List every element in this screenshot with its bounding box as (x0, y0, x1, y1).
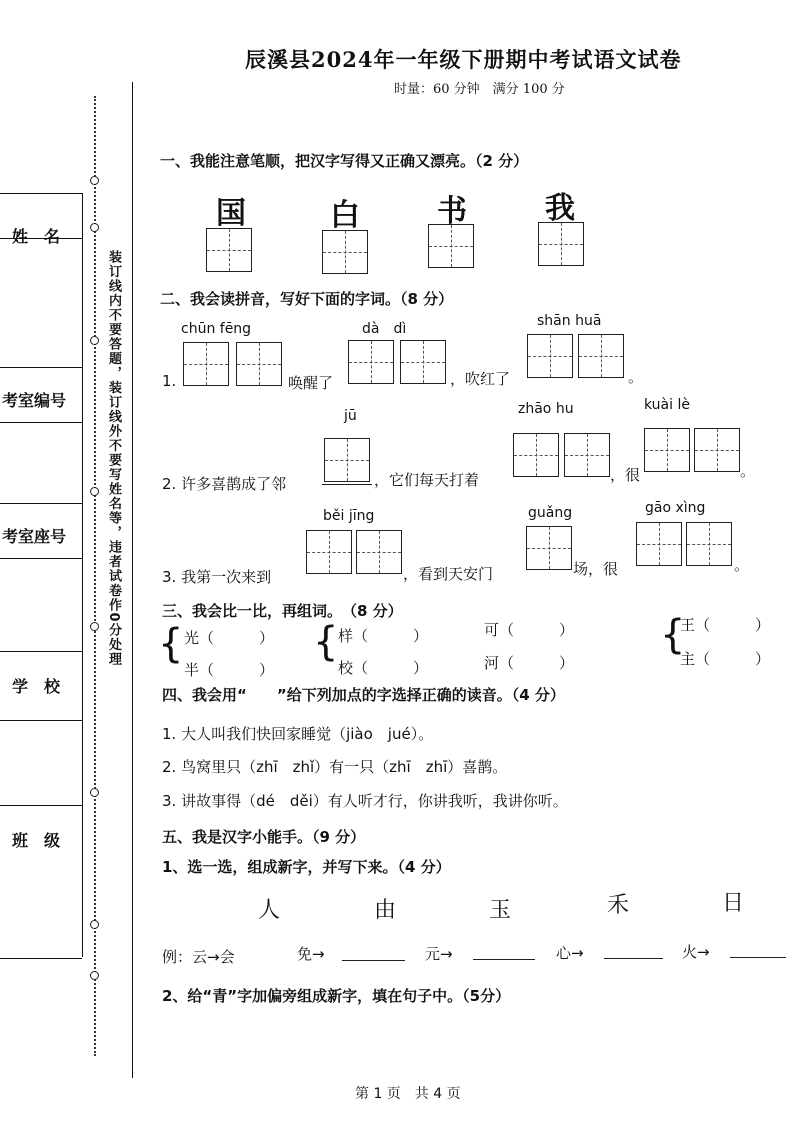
pair2-top[interactable]: 样（ ） (338, 627, 429, 645)
q3-start: 3. 我第一次来到 (162, 568, 272, 586)
answer-grid[interactable] (694, 428, 740, 472)
q1-text2: ，吹红了 (450, 370, 511, 388)
answer-blank[interactable] (473, 959, 535, 960)
pair1-top[interactable]: 光（ ） (184, 629, 275, 647)
q2-text1: ，它们每天打着 (374, 471, 480, 489)
pair2-bottom[interactable]: 校（ ） (338, 659, 429, 677)
exam-title: 辰溪县2024年一年级下册期中考试语文试卷 (245, 47, 682, 72)
binding-warning: 装订线内不要答题，装订线外不要写姓名等，违者试卷作0分处理 (106, 250, 121, 667)
room-number-box (0, 367, 82, 423)
binding-hole (90, 622, 99, 631)
pair1-bottom[interactable]: 半（ ） (184, 661, 275, 679)
q2-text3: 。 (740, 462, 756, 480)
part-you: 由 (374, 898, 397, 923)
q3-text2: 场，很 (573, 560, 619, 578)
writing-grid[interactable] (428, 224, 474, 268)
answer-grid[interactable] (526, 526, 572, 570)
binding-hole (90, 788, 99, 797)
part-ri: 日 (722, 891, 745, 916)
answer-blank[interactable] (730, 957, 786, 958)
name-label: 姓 名 (12, 227, 61, 246)
pinyin-guang: guǎng (528, 505, 573, 521)
binding-hole (90, 971, 99, 980)
q3-text1: ，看到天安门 (403, 565, 494, 583)
room-number-label: 考室编号 (2, 391, 67, 410)
pair3-bottom[interactable]: 河（ ） (484, 654, 575, 672)
q1-text1: 唤醒了 (288, 374, 334, 392)
writing-grid[interactable] (206, 228, 252, 272)
answer-grid[interactable] (356, 530, 402, 574)
writing-grid[interactable] (538, 222, 584, 266)
part-yu: 玉 (489, 898, 512, 923)
class-label: 班 级 (12, 831, 61, 850)
section5-heading: 五、我是汉字小能手。（9 分） (162, 828, 366, 846)
pronunciation-item[interactable]: 2. 鸟窝里只（zhī zhǐ）有一只（zhī zhī）喜鹊。 (162, 758, 508, 776)
answer-grid[interactable] (183, 342, 229, 386)
school-label: 学 校 (12, 677, 61, 696)
seat-number-label: 考室座号 (2, 527, 67, 546)
section5-sub2: 2、给“青”字加偏旁组成新字，填在句子中。（5分） (162, 987, 511, 1005)
binding-hole (90, 176, 99, 185)
binding-hole (90, 223, 99, 232)
section3-heading: 三、我会比一比，再组词。 （8 分） (162, 602, 403, 620)
blank-label-mian: 免→ (297, 945, 325, 963)
pinyin-kuaile: kuài lè (644, 397, 690, 413)
pinyin-shanhua: shān huā (537, 313, 602, 329)
section1-heading: 一、我能注意笔顺，把汉字写得又正确又漂亮。（2 分） (160, 152, 529, 170)
answer-grid[interactable] (236, 342, 282, 386)
q2-start: 2. 许多喜鹊成了邻 (162, 475, 287, 493)
name-label-box (0, 193, 82, 246)
example-text: 例：云→会 (162, 948, 235, 966)
blank-label-huo: 火→ (682, 943, 710, 961)
answer-blank[interactable] (342, 960, 405, 961)
margin-line (132, 82, 133, 1078)
char-shu: 书 (437, 194, 467, 229)
q1-text3: 。 (628, 368, 644, 386)
binding-hole (90, 336, 99, 345)
pinyin-gaoxing: gāo xìng (645, 500, 706, 516)
pair3-top[interactable]: 可（ ） (484, 621, 575, 639)
q1-number: 1. (162, 372, 177, 390)
seat-number-box (0, 503, 82, 559)
q3-text3: 。 (734, 556, 750, 574)
blank-label-xin: 心→ (556, 944, 584, 962)
part-he: 禾 (607, 893, 630, 918)
pinyin-chunfeng: chūn fēng (181, 321, 252, 337)
binding-hole (90, 920, 99, 929)
char-bai: 白 (330, 198, 360, 233)
page-number: 第 1 页 共 4 页 (355, 1086, 461, 1102)
writing-grid[interactable] (322, 230, 368, 274)
answer-grid[interactable] (348, 340, 394, 384)
answer-grid[interactable] (400, 340, 446, 384)
section5-sub1: 1、选一选，组成新字，并写下来。（4 分） (162, 858, 451, 876)
answer-grid[interactable] (513, 433, 559, 477)
answer-grid[interactable] (306, 530, 352, 574)
section2-heading: 二、我会读拼音，写好下面的字词。（8 分） (160, 290, 454, 308)
answer-grid[interactable] (578, 334, 624, 378)
pinyin-zhaohu: zhāo hu (518, 401, 574, 417)
answer-blank[interactable] (604, 958, 663, 959)
brace-icon: { (313, 619, 339, 665)
answer-grid[interactable] (527, 334, 573, 378)
brace-icon: { (158, 621, 184, 667)
exam-subtitle: 时量：60 分钟 满分 100 分 (394, 82, 565, 97)
brace-icon: { (660, 612, 686, 658)
pronunciation-item[interactable]: 3. 讲故事得（dé děi）有人听才行，你讲我听，我讲你听。 (162, 792, 568, 810)
pinyin-beijing: běi jīng (323, 508, 375, 524)
binding-hole (90, 487, 99, 496)
pronunciation-item[interactable]: 1. 大人叫我们快回家睡觉（jiào jué）。 (162, 725, 434, 743)
answer-line (322, 484, 372, 485)
pair4-top[interactable]: 王（ ） (680, 616, 771, 634)
char-wo: 我 (545, 191, 575, 226)
dotted-binding-line (94, 96, 96, 1056)
school-box (0, 651, 82, 721)
class-box (0, 805, 82, 959)
char-guo: 国 (216, 196, 246, 231)
q2-text2: ，很 (610, 466, 641, 484)
pinyin-dadi: dà dì (362, 321, 407, 337)
answer-grid[interactable] (324, 438, 370, 482)
answer-grid[interactable] (636, 522, 682, 566)
strip-edge-line (82, 193, 83, 957)
answer-grid[interactable] (644, 428, 690, 472)
answer-grid[interactable] (564, 433, 610, 477)
answer-grid[interactable] (686, 522, 732, 566)
section4-heading: 四、我会用“ ”给下列加点的字选择正确的读音。（4 分） (162, 686, 565, 704)
part-ren: 人 (258, 898, 281, 923)
blank-label-yuan: 元→ (425, 945, 453, 963)
pinyin-ju: jū (344, 408, 357, 424)
pair4-bottom[interactable]: 主（ ） (680, 650, 771, 668)
